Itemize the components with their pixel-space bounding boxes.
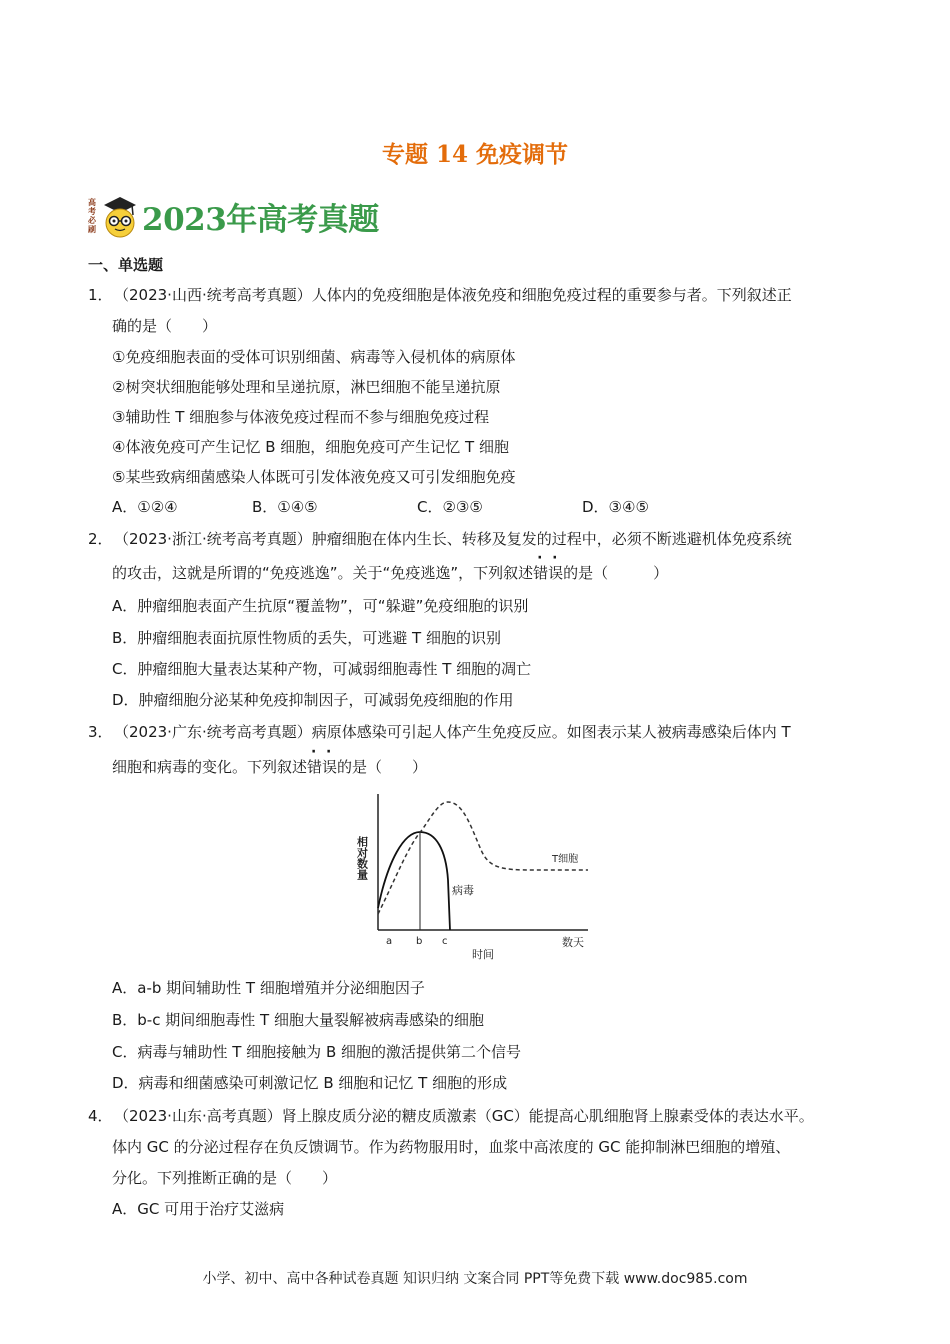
question-stem-cont: 分化。下列推断正确的是（ ） xyxy=(112,1169,338,1187)
tcell-series-label: T细胞 xyxy=(552,854,579,865)
stem-text: 的是（ ） xyxy=(563,564,669,582)
emphasis-char: 误 xyxy=(322,758,338,776)
option-b[interactable]: B．肿瘤细胞表面抗原性物质的丢失，可逃避 T 细胞的识别 xyxy=(112,629,501,647)
emphasis-char: 误 xyxy=(548,564,564,582)
option-a[interactable]: A．GC 可用于治疗艾滋病 xyxy=(112,1200,285,1218)
option-d[interactable]: D．病毒和细菌感染可刺激记忆 B 细胞和记忆 T 细胞的形成 xyxy=(112,1074,508,1092)
section-title: 一、单选题 xyxy=(88,256,164,274)
question-stem: （2023·山东·高考真题）肾上腺皮质分泌的糖皮质激素（GC）能提高心肌细胞肾上腺素受体的表达水平。 xyxy=(114,1107,814,1125)
x-axis-end-label: 数天 xyxy=(562,936,584,949)
stem-text: 细胞和病毒的变化。下列叙述 xyxy=(112,758,308,776)
question-number: 2． xyxy=(88,530,113,548)
x-tick-label: c xyxy=(442,936,448,947)
question-stem-cont: 确的是（ ） xyxy=(112,317,218,335)
option-d[interactable]: D．肿瘤细胞分泌某种免疫抑制因子，可减弱免疫细胞的作用 xyxy=(112,691,514,709)
question-stem-cont xyxy=(112,562,668,583)
footer-text: 小学、初中、高中各种试卷真题 知识归纳 文案合同 PPT等免费下载 www.doc985.com xyxy=(202,1271,748,1287)
option-b[interactable]: B．b-c 期间细胞毒性 T 细胞大量裂解被病毒感染的细胞 xyxy=(112,1011,484,1029)
option-a[interactable]: A．肿瘤细胞表面产生抗原“覆盖物”，可“躲避”免疫细胞的识别 xyxy=(112,597,529,615)
question-stem-cont xyxy=(112,756,427,777)
virus-series-label: 病毒 xyxy=(452,884,474,897)
question-stem-cont: 体内 GC 的分泌过程存在负反馈调节。作为药物服用时，血浆中高浓度的 GC 能抑制淋巴细胞的增殖、 xyxy=(112,1138,791,1156)
emphasis-char: 错 xyxy=(533,564,549,582)
x-axis-label: 时间 xyxy=(472,948,494,961)
option-c[interactable]: C．病毒与辅助性 T 细胞接触为 B 细胞的激活提供第二个信号 xyxy=(112,1043,522,1061)
statement-item: ①免疫细胞表面的受体可识别细菌、病毒等入侵机体的病原体 xyxy=(112,348,516,366)
option-c[interactable]: C．②③⑤ xyxy=(417,498,483,516)
mascot-icon xyxy=(102,193,138,239)
virus-curve xyxy=(378,832,450,930)
stem-text: 的是（ ） xyxy=(337,758,428,776)
question-stem: （2023·山西·统考高考真题）人体内的免疫细胞是体液免疫和细胞免疫过程的重要参与者。下列叙述正 xyxy=(114,286,792,304)
question-stem: （2023·浙江·统考高考真题）肿瘤细胞在体内生长、转移及复发的过程中，必须不断逃避机体免疫系统 xyxy=(114,530,792,548)
stem-text: 的攻击，这就是所谓的“免疫逃逸”。关于“免疫逃逸”，下列叙述 xyxy=(112,564,534,582)
option-b[interactable]: B．①④⑤ xyxy=(252,498,318,516)
statement-item: ③辅助性 T 细胞参与体液免疫过程而不参与细胞免疫过程 xyxy=(112,408,490,426)
statement-item: ⑤某些致病细菌感染人体既可引发体液免疫又可引发细胞免疫 xyxy=(112,468,516,486)
question-stem: （2023·广东·统考高考真题）病原体感染可引起人体产生免疫反应。如图表示某人被病毒感染后体内 T xyxy=(114,723,791,741)
logo-side-text: 高 考 必 刷 xyxy=(88,198,96,234)
banner-heading: 2023年高考真题 xyxy=(142,201,379,238)
question-number: 1． xyxy=(88,286,113,304)
x-tick-label: a xyxy=(386,936,393,947)
question-number: 4． xyxy=(88,1107,113,1125)
statement-item: ②树突状细胞能够处理和呈递抗原，淋巴细胞不能呈递抗原 xyxy=(112,378,501,396)
section-banner xyxy=(84,192,379,240)
option-c[interactable]: C．肿瘤细胞大量表达某种产物，可减弱细胞毒性 T 细胞的凋亡 xyxy=(112,660,532,678)
x-tick-label: b xyxy=(416,936,423,947)
page-title: 专题 14 免疫调节 xyxy=(381,141,569,168)
option-a[interactable]: A．①②④ xyxy=(112,498,178,516)
statement-item: ④体液免疫可产生记忆 B 细胞，细胞免疫可产生记忆 T 细胞 xyxy=(112,438,509,456)
tcell-virus-chart xyxy=(352,790,602,962)
option-a[interactable]: A．a-b 期间辅助性 T 细胞增殖并分泌细胞因子 xyxy=(112,979,425,997)
y-axis-label: 相对数量 xyxy=(355,836,369,880)
option-d[interactable]: D．③④⑤ xyxy=(582,498,649,516)
question-number: 3． xyxy=(88,723,113,741)
emphasis-char: 错 xyxy=(307,758,323,776)
